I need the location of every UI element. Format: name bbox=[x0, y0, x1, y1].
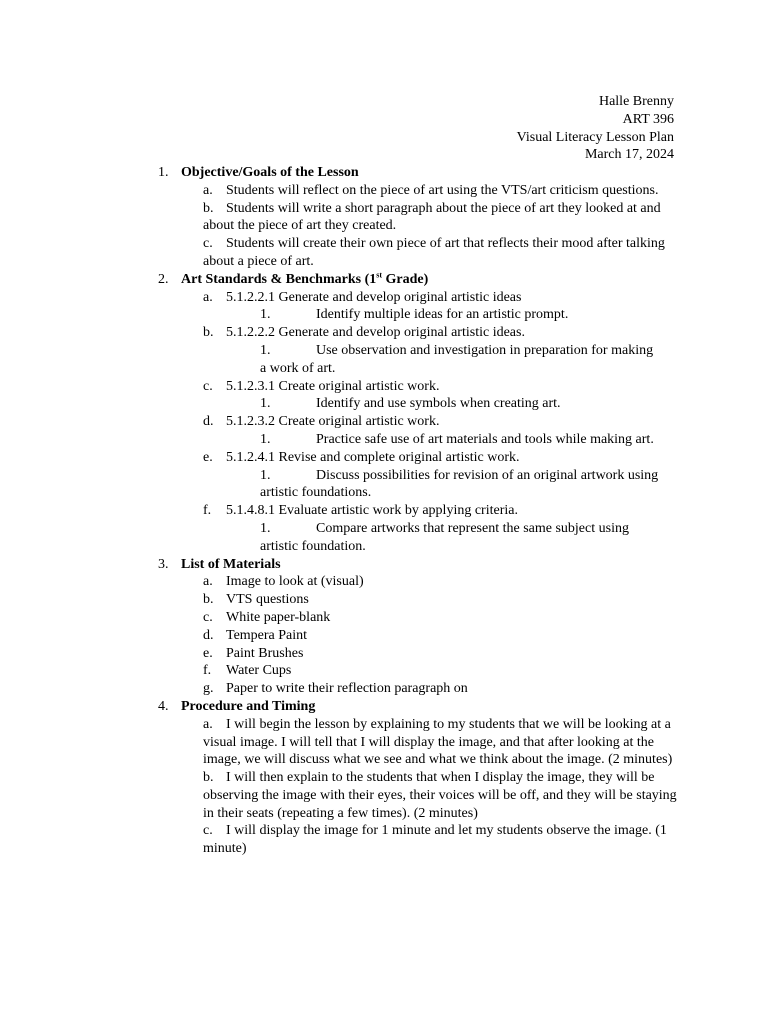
document-date: March 17, 2024 bbox=[584, 147, 674, 163]
list-item bbox=[203, 609, 686, 627]
sub-item-text: Identify multiple ideas for an artistic prompt. bbox=[316, 307, 569, 323]
item-marker: a. bbox=[203, 289, 213, 305]
list-item bbox=[203, 822, 681, 858]
document-title: Visual Literacy Lesson Plan bbox=[516, 129, 674, 145]
list-item bbox=[203, 502, 686, 520]
sub-item-text: Practice safe use of art materials and tools while making art. bbox=[316, 431, 654, 447]
list-item bbox=[203, 627, 686, 645]
list-item bbox=[203, 573, 686, 591]
sub-item-marker: 1. bbox=[260, 520, 271, 536]
section-procedure bbox=[0, 698, 768, 858]
course-code: ART 396 bbox=[622, 111, 674, 127]
list-item bbox=[203, 378, 686, 396]
list-item bbox=[203, 413, 686, 431]
item-text: Students will reflect on the piece of art using the VTS/art criticism questions. bbox=[226, 182, 659, 198]
item-marker: f. bbox=[203, 503, 212, 519]
list-item bbox=[203, 182, 681, 200]
section-heading: Art Standards & Benchmarks (1st Grade) bbox=[181, 270, 429, 287]
list-item bbox=[203, 769, 681, 822]
item-text: 5.1.2.4.1 Revise and complete original artistic work. bbox=[226, 449, 520, 465]
sub-list-item bbox=[260, 306, 660, 324]
list-item bbox=[203, 235, 681, 271]
item-marker: f. bbox=[203, 663, 212, 679]
item-text: 5.1.4.8.1 Evaluate artistic work by applying criteria. bbox=[226, 503, 518, 519]
item-marker: g. bbox=[203, 681, 214, 697]
sub-item-marker: 1. bbox=[260, 307, 271, 323]
lesson-plan-body bbox=[0, 164, 768, 858]
list-item bbox=[203, 662, 686, 680]
list-item bbox=[203, 645, 686, 663]
sub-list-item bbox=[260, 520, 660, 556]
item-marker: d. bbox=[203, 627, 214, 643]
item-marker: c. bbox=[203, 823, 213, 839]
list-item bbox=[203, 680, 686, 698]
sub-item-marker: 1. bbox=[260, 467, 271, 483]
sub-list-item bbox=[260, 395, 660, 413]
item-text: Water Cups bbox=[226, 663, 292, 679]
section-heading: Procedure and Timing bbox=[181, 698, 316, 714]
sub-item-marker: 1. bbox=[260, 431, 271, 447]
item-text: White paper-blank bbox=[226, 609, 331, 625]
item-text: Paper to write their reflection paragraph on bbox=[226, 681, 468, 697]
author-name: Halle Brenny bbox=[598, 94, 674, 109]
sub-list-item bbox=[260, 342, 660, 378]
item-marker: a. bbox=[203, 716, 213, 732]
item-text: VTS questions bbox=[226, 592, 309, 608]
section-number: 2. bbox=[158, 271, 169, 287]
item-marker: b. bbox=[203, 770, 214, 786]
sub-item-marker: 1. bbox=[260, 342, 271, 358]
section-number: 4. bbox=[158, 698, 169, 714]
list-item bbox=[203, 716, 681, 769]
sub-item-text: Use observation and investigation in preparation for making a work of art. bbox=[260, 342, 654, 376]
item-text: 5.1.2.3.2 Create original artistic work. bbox=[226, 414, 440, 430]
item-marker: b. bbox=[203, 200, 214, 216]
list-item bbox=[203, 324, 686, 342]
item-text: I will then explain to the students that when I display the image, they will be observing the image with their eyes, their voices will be off, and they will be staying in their seats (repeating a few times). (2 minutes) bbox=[203, 770, 677, 821]
section-heading: Objective/Goals of the Lesson bbox=[181, 165, 359, 180]
item-text: Image to look at (visual) bbox=[226, 574, 364, 590]
section-objectives bbox=[0, 164, 768, 271]
sub-list-item bbox=[260, 431, 660, 449]
sub-item-marker: 1. bbox=[260, 396, 271, 412]
section-number: 1. bbox=[158, 165, 169, 180]
item-marker: b. bbox=[203, 592, 214, 608]
list-item bbox=[203, 449, 686, 467]
sub-list-item bbox=[260, 467, 660, 503]
section-heading: List of Materials bbox=[181, 556, 281, 572]
item-marker: a. bbox=[203, 182, 213, 198]
item-text: 5.1.2.3.1 Create original artistic work. bbox=[226, 378, 440, 394]
item-marker: e. bbox=[203, 645, 213, 661]
item-text: Students will write a short paragraph about the piece of art they looked at and about the piece of art they created. bbox=[203, 200, 661, 234]
item-marker: e. bbox=[203, 449, 213, 465]
section-standards bbox=[0, 271, 768, 556]
list-item bbox=[203, 200, 681, 236]
item-text: 5.1.2.2.1 Generate and develop original artistic ideas bbox=[226, 289, 522, 305]
list-item bbox=[203, 591, 686, 609]
document-header bbox=[517, 93, 674, 164]
section-materials bbox=[0, 556, 768, 698]
sub-item-text: Discuss possibilities for revision of an original artwork using artistic foundations. bbox=[260, 467, 659, 501]
item-text: Students will create their own piece of art that reflects their mood after talking about a piece of art. bbox=[203, 236, 665, 269]
item-text: 5.1.2.2.2 Generate and develop original artistic ideas. bbox=[226, 325, 525, 341]
item-text: I will begin the lesson by explaining to my students that we will be looking at a visual image. I will tell that I will display the image, and that after looking at the image, we will discuss what we see and what we think about the image. (2 minutes) bbox=[203, 716, 673, 768]
sub-item-text: Compare artworks that represent the same subject using artistic foundation. bbox=[260, 520, 629, 554]
item-marker: b. bbox=[203, 325, 214, 341]
section-number: 3. bbox=[158, 556, 169, 572]
item-text: Paint Brushes bbox=[226, 645, 304, 661]
item-marker: d. bbox=[203, 414, 214, 430]
list-item bbox=[203, 289, 686, 307]
item-text: Tempera Paint bbox=[226, 627, 308, 643]
item-marker: a. bbox=[203, 574, 213, 590]
ordinal-superscript: st bbox=[376, 270, 383, 280]
sub-item-text: Identify and use symbols when creating art. bbox=[316, 396, 561, 412]
item-text: I will display the image for 1 minute and let my students observe the image. (1 minute) bbox=[203, 823, 667, 857]
item-marker: c. bbox=[203, 609, 213, 625]
item-marker: c. bbox=[203, 378, 213, 394]
item-marker: c. bbox=[203, 236, 213, 252]
